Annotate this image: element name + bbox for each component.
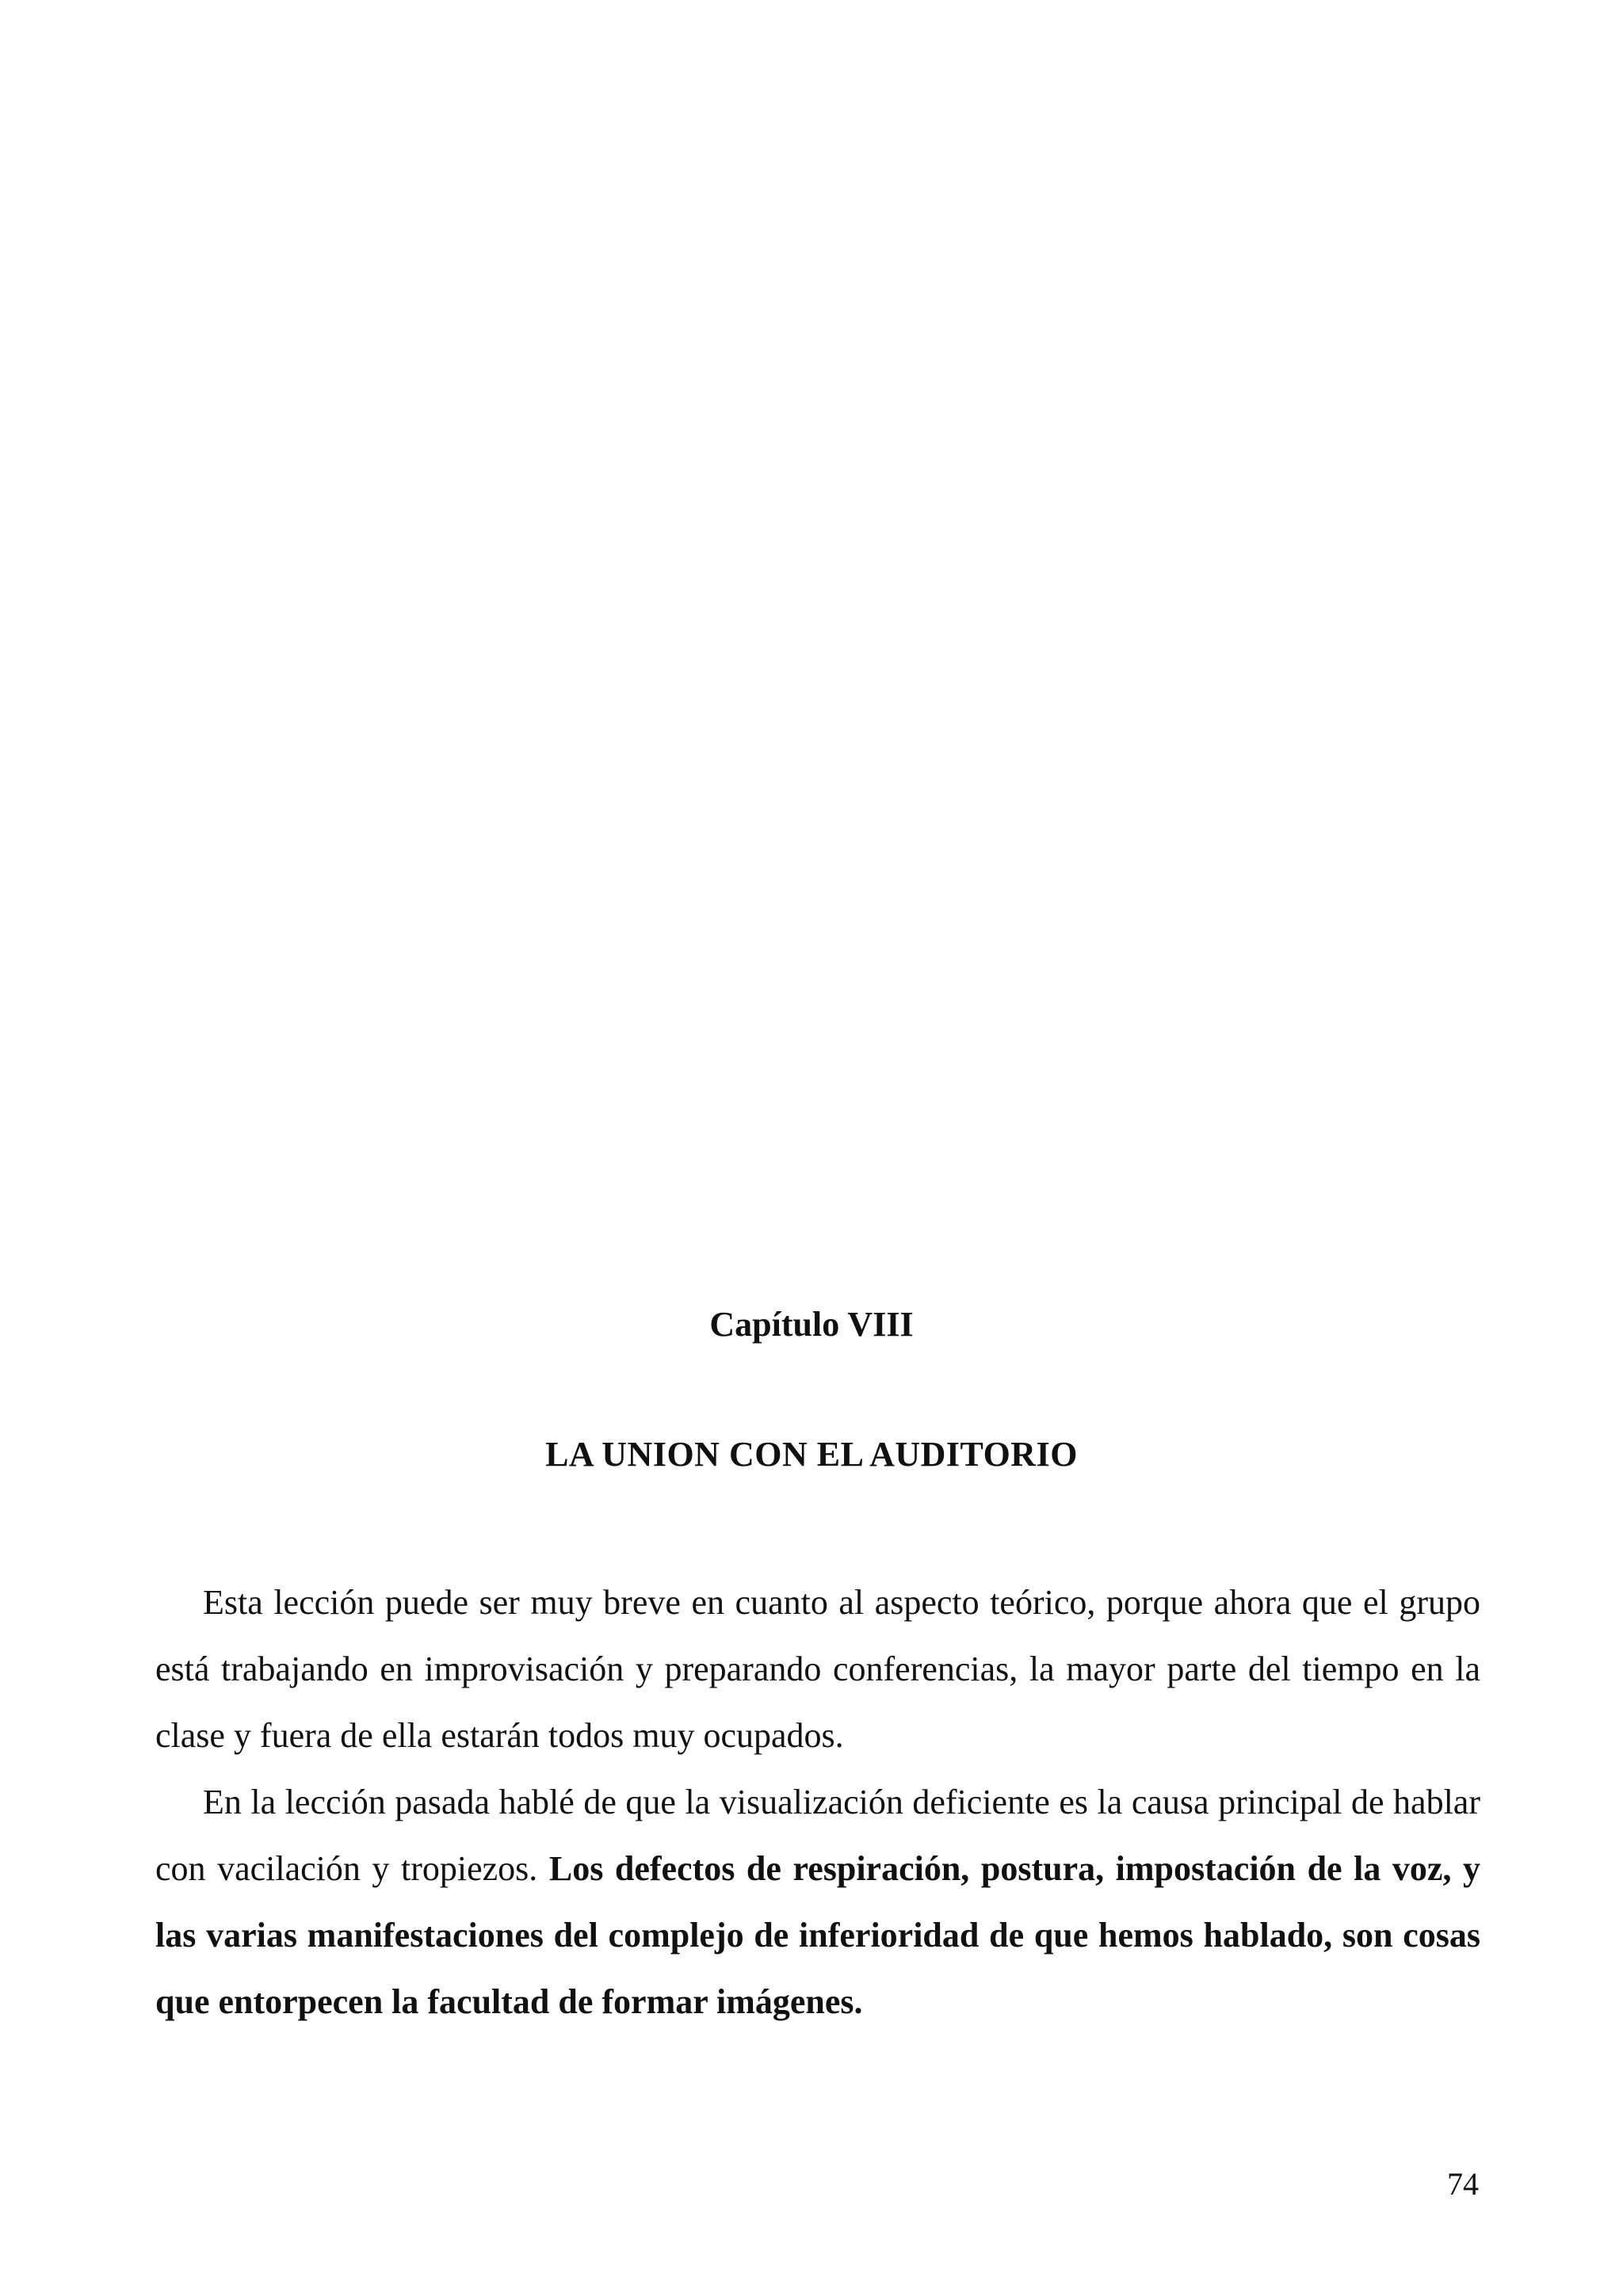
paragraph-2-normal-text: En la lección pasada hablé de que la visualización deficiente es la causa principal de hablar con vacilación y tropiezos. — [155, 1783, 1480, 1888]
body-text — [155, 1569, 1480, 2035]
page-number: 74 — [1447, 2166, 1479, 2202]
paragraph-2-bold-text: Los defectos de respiración, postura, impostación de la voz, y las varias manifestaciones del complejo de inferioridad de que hemos hablado, son cosas que entorpecen la facultad de formar imágenes. — [155, 1849, 1481, 2021]
paragraph-2 — [155, 1769, 1480, 2035]
chapter-title-heading: LA UNION CON EL AUDITORIO — [545, 1435, 1078, 1474]
chapter-number-heading: Capítulo VIII — [709, 1305, 914, 1344]
paragraph-1: Esta lección puede ser muy breve en cuanto al aspecto teórico, porque ahora que el grupo está trabajando en improvisación y preparando conferencias, la mayor parte del tiempo en la clase y fuera de ella estarán todos muy ocupados. — [155, 1583, 1480, 1755]
